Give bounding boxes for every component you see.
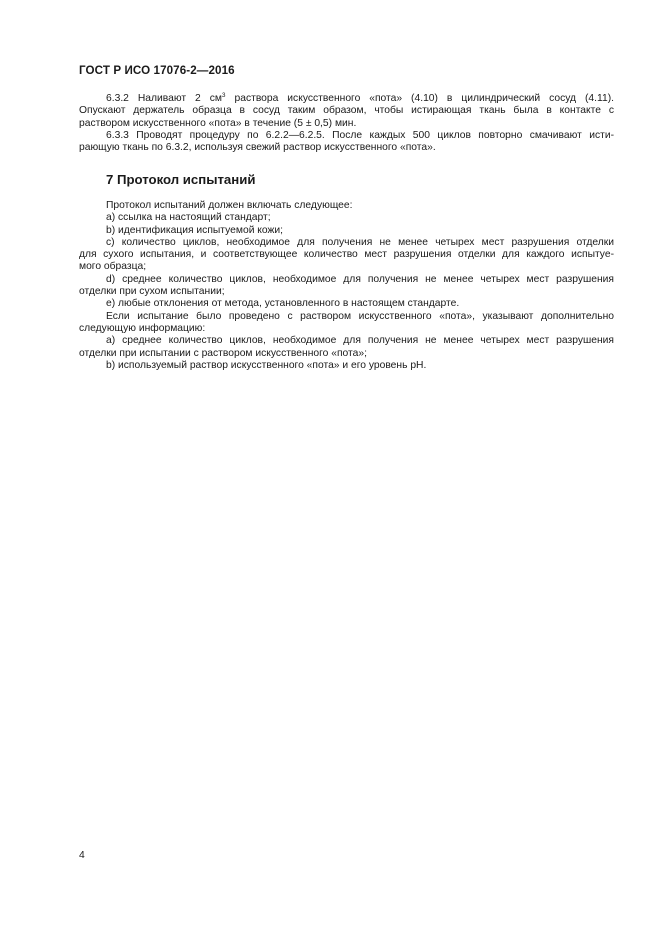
list-item: b) используемый раствор искусственного «пота» и его уровень pH. [106,359,427,371]
paragraph-6-3-3-line: рающую ткань по 6.3.2, используя свежий раствор искусственного «пота». [79,142,436,154]
list-item: a) среднее количество циклов, необходимое для получения не менее четырех мест разрушения [106,335,614,347]
paragraph-6-3-2-line: раствором искусственного «пота» в течение (5 ± 0,5) мин. [79,117,357,129]
section-6-3-text [79,93,614,154]
text-run: раствора искусственного «пота» (4.10) в цилиндрический сосуд (4.11). [225,93,614,104]
text-run: 6.3.2 Наливают 2 см [106,93,222,104]
superscript: 3 [221,92,226,99]
list-item: b) идентификация испытуемой кожи; [106,224,284,236]
report-intro: Протокол испытаний должен включать следующее: [106,200,353,211]
list-item-continued: для сухого испытания, и соответствующее количество мест разрушения отделки для каждого испытуе- [79,249,614,261]
list-item: a) ссылка на настоящий стандарт; [106,212,271,224]
section-7-text [79,200,614,372]
list-item-continued: отделки при испытании с раствором искусственного «пота»; [79,347,367,359]
list-item-continued: мого образца; [79,261,147,273]
page-number: 4 [79,850,85,861]
list-item: d) среднее количество циклов, необходимое для получения не менее четырех мест разрушения [106,273,614,285]
list-item-continued: отделки при сухом испытании; [79,286,225,298]
sweat-test-intro-continued: следующую информацию: [79,322,206,334]
list-item: e) любые отклонения от метода, установленного в настоящем стандарте. [106,298,460,310]
paragraph-6-3-3-line: 6.3.3 Проводят процедуру по 6.2.2—6.2.5. После каждых 500 циклов повторно смачивают исти- [106,129,614,141]
document-header: ГОСТ Р ИСО 17076-2—2016 [79,64,235,77]
sweat-test-intro: Если испытание было проведено с раствором искусственного «пота», указывают дополнительно [106,310,614,322]
list-item: c) количество циклов, необходимое для получения не менее четырех мест разрушения отделки [106,236,614,248]
section-7-title: 7 Протокол испытаний [106,172,256,187]
paragraph-6-3-2-line [79,93,614,105]
paragraph-6-3-2-line: Опускают держатель образца в сосуд таким образом, чтобы истирающая ткань была в контакте с [79,105,614,117]
